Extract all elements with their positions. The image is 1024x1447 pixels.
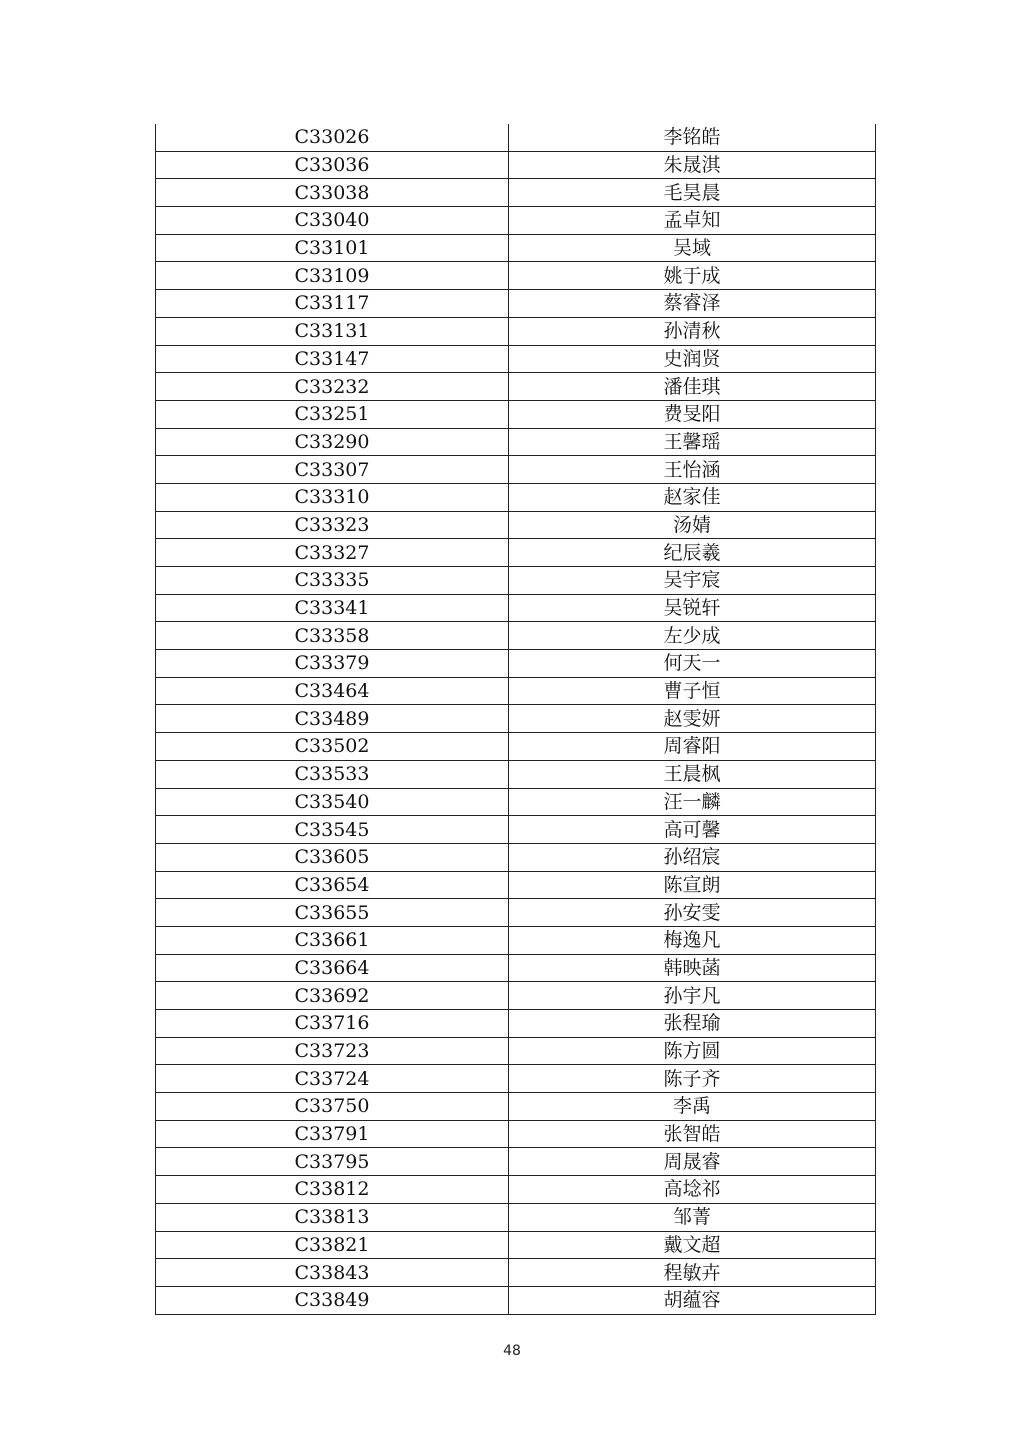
student-name-cell: 吴域 (509, 234, 876, 262)
table-row (156, 207, 876, 235)
student-id-cell: C33795 (156, 1148, 509, 1176)
student-id-cell: C33341 (156, 594, 509, 622)
student-id-cell: C33036 (156, 151, 509, 179)
student-name-cell: 费旻阳 (509, 400, 876, 428)
table-row (156, 1259, 876, 1287)
student-name-cell: 孙宇凡 (509, 982, 876, 1010)
student-name-cell: 李禹 (509, 1093, 876, 1121)
page-number: 48 (503, 1343, 521, 1359)
student-id-cell: C33812 (156, 1176, 509, 1204)
table-row (156, 705, 876, 733)
table-row (156, 622, 876, 650)
table-row (156, 594, 876, 622)
roster-table-body (156, 124, 876, 1314)
student-id-cell: C33290 (156, 428, 509, 456)
student-id-cell: C33251 (156, 400, 509, 428)
student-id-cell: C33661 (156, 926, 509, 954)
student-name-cell: 孙安雯 (509, 899, 876, 927)
student-id-cell: C33716 (156, 1010, 509, 1038)
student-name-cell: 周晟睿 (509, 1148, 876, 1176)
student-name-cell: 王馨瑶 (509, 428, 876, 456)
student-name-cell: 孙清秋 (509, 317, 876, 345)
student-id-cell: C33117 (156, 290, 509, 318)
table-row (156, 1148, 876, 1176)
student-name-cell: 蔡睿泽 (509, 290, 876, 318)
table-row (156, 179, 876, 207)
table-row (156, 290, 876, 318)
student-id-cell: C33335 (156, 567, 509, 595)
student-name-cell: 李铭皓 (509, 124, 876, 151)
table-row (156, 511, 876, 539)
table-row (156, 760, 876, 788)
table-row (156, 1286, 876, 1314)
student-name-cell: 周睿阳 (509, 733, 876, 761)
student-id-cell: C33813 (156, 1203, 509, 1231)
table-row (156, 926, 876, 954)
student-id-cell: C33379 (156, 650, 509, 678)
student-id-cell: C33323 (156, 511, 509, 539)
student-name-cell: 汪一麟 (509, 788, 876, 816)
student-name-cell: 戴文超 (509, 1231, 876, 1259)
table-row (156, 400, 876, 428)
student-name-cell: 赵家佳 (509, 483, 876, 511)
table-row (156, 1176, 876, 1204)
student-name-cell: 朱晟淇 (509, 151, 876, 179)
student-name-cell: 梅逸凡 (509, 926, 876, 954)
student-name-cell: 韩映菡 (509, 954, 876, 982)
student-name-cell: 潘佳琪 (509, 373, 876, 401)
student-id-cell: C33040 (156, 207, 509, 235)
table-row (156, 1093, 876, 1121)
student-name-cell: 邹菁 (509, 1203, 876, 1231)
student-id-cell: C33232 (156, 373, 509, 401)
student-name-cell: 何天一 (509, 650, 876, 678)
table-row (156, 788, 876, 816)
table-row (156, 982, 876, 1010)
student-id-cell: C33605 (156, 843, 509, 871)
student-name-cell: 张程瑜 (509, 1010, 876, 1038)
student-name-cell: 陈方圆 (509, 1037, 876, 1065)
student-name-cell: 程敏卉 (509, 1259, 876, 1287)
student-id-cell: C33664 (156, 954, 509, 982)
student-name-cell: 纪辰羲 (509, 539, 876, 567)
table-row (156, 1231, 876, 1259)
table-row (156, 151, 876, 179)
table-row (156, 539, 876, 567)
student-id-cell: C33821 (156, 1231, 509, 1259)
student-name-cell: 吴锐轩 (509, 594, 876, 622)
table-row (156, 899, 876, 927)
table-row (156, 1065, 876, 1093)
student-name-cell: 陈子齐 (509, 1065, 876, 1093)
table-row (156, 677, 876, 705)
student-id-cell: C33533 (156, 760, 509, 788)
student-name-cell: 曹子恒 (509, 677, 876, 705)
student-name-cell: 胡蕴容 (509, 1286, 876, 1314)
student-name-cell: 吴宇宸 (509, 567, 876, 595)
student-id-cell: C33310 (156, 483, 509, 511)
student-name-cell: 王怡涵 (509, 456, 876, 484)
student-id-cell: C33038 (156, 179, 509, 207)
student-name-cell: 孙绍宸 (509, 843, 876, 871)
student-name-cell: 左少成 (509, 622, 876, 650)
student-id-cell: C33750 (156, 1093, 509, 1121)
student-id-cell: C33545 (156, 816, 509, 844)
table-row (156, 1203, 876, 1231)
student-name-cell: 孟卓知 (509, 207, 876, 235)
student-id-cell: C33849 (156, 1286, 509, 1314)
table-row (156, 650, 876, 678)
student-id-cell: C33026 (156, 124, 509, 151)
student-id-cell: C33540 (156, 788, 509, 816)
student-id-cell: C33464 (156, 677, 509, 705)
student-name-cell: 高可馨 (509, 816, 876, 844)
table-row (156, 567, 876, 595)
table-row (156, 1010, 876, 1038)
table-row (156, 262, 876, 290)
student-id-cell: C33655 (156, 899, 509, 927)
table-row (156, 428, 876, 456)
student-name-cell: 张智皓 (509, 1120, 876, 1148)
student-id-cell: C33791 (156, 1120, 509, 1148)
table-row (156, 871, 876, 899)
student-id-cell: C33358 (156, 622, 509, 650)
table-row (156, 234, 876, 262)
student-id-cell: C33307 (156, 456, 509, 484)
table-row (156, 317, 876, 345)
student-id-cell: C33109 (156, 262, 509, 290)
student-id-cell: C33101 (156, 234, 509, 262)
roster-table (155, 124, 876, 1315)
table-row (156, 483, 876, 511)
student-id-cell: C33502 (156, 733, 509, 761)
student-id-cell: C33843 (156, 1259, 509, 1287)
student-name-cell: 赵雯妍 (509, 705, 876, 733)
student-id-cell: C33131 (156, 317, 509, 345)
table-row (156, 954, 876, 982)
student-name-cell: 汤婧 (509, 511, 876, 539)
table-row (156, 456, 876, 484)
table-row (156, 816, 876, 844)
student-name-cell: 姚于成 (509, 262, 876, 290)
student-name-cell: 陈宣朗 (509, 871, 876, 899)
student-id-cell: C33489 (156, 705, 509, 733)
student-name-cell: 王晨枫 (509, 760, 876, 788)
table-row (156, 843, 876, 871)
student-id-cell: C33654 (156, 871, 509, 899)
student-name-cell: 高埝祁 (509, 1176, 876, 1204)
table-row (156, 1037, 876, 1065)
table-row (156, 373, 876, 401)
student-id-cell: C33692 (156, 982, 509, 1010)
table-row (156, 1120, 876, 1148)
student-name-cell: 毛昊晨 (509, 179, 876, 207)
student-id-cell: C33724 (156, 1065, 509, 1093)
student-id-cell: C33147 (156, 345, 509, 373)
table-row (156, 733, 876, 761)
student-id-cell: C33327 (156, 539, 509, 567)
table-row (156, 124, 876, 151)
table-row (156, 345, 876, 373)
student-id-cell: C33723 (156, 1037, 509, 1065)
student-name-cell: 史润贤 (509, 345, 876, 373)
